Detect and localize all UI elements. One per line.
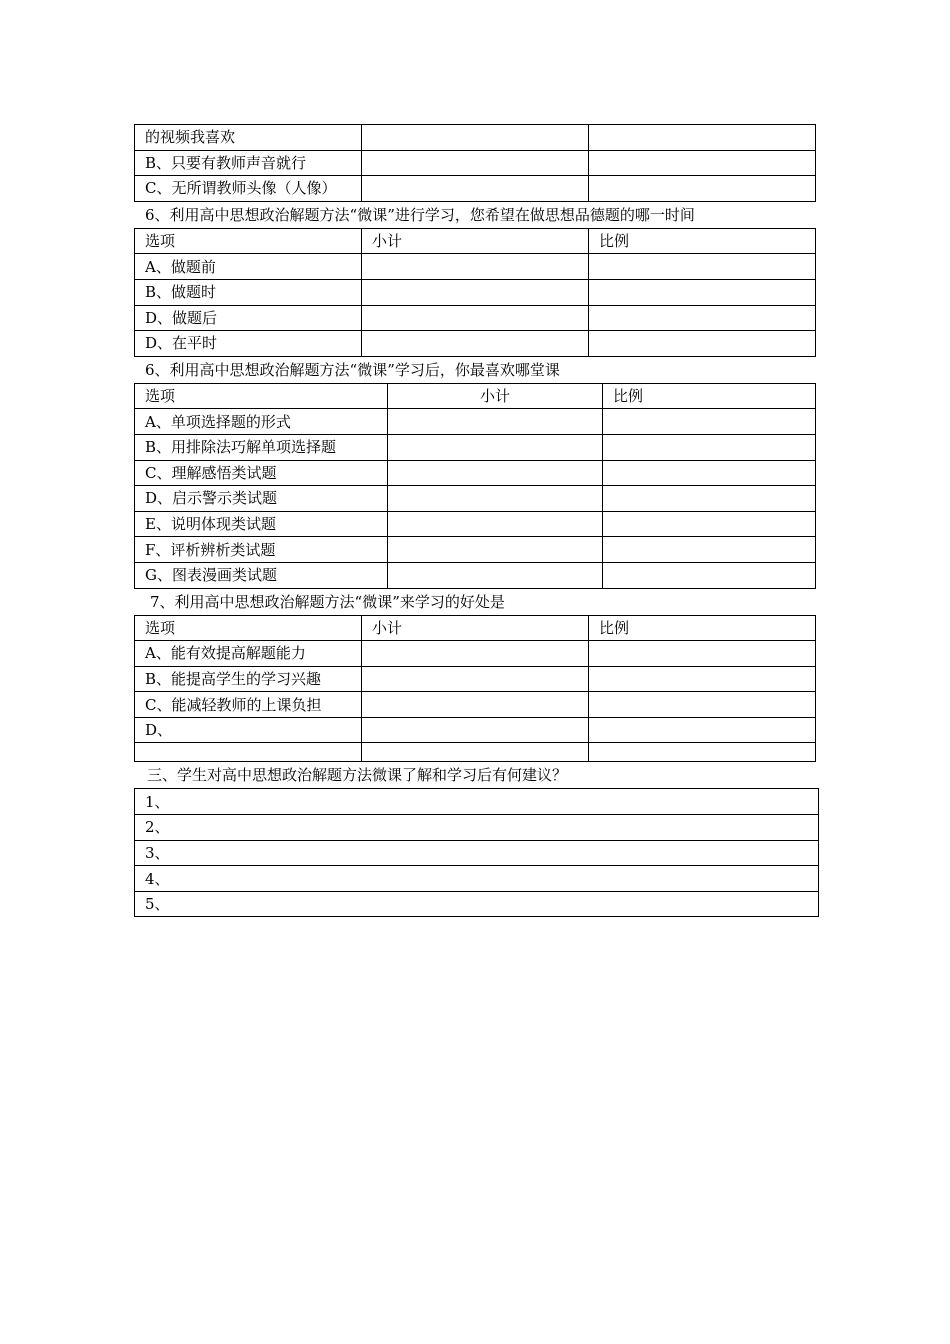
- table-q5-continued: [134, 124, 816, 202]
- table-row: [135, 537, 816, 563]
- count-cell: [362, 641, 589, 667]
- table-row: [135, 789, 819, 815]
- count-cell: [362, 743, 589, 762]
- ratio-cell: [589, 331, 816, 357]
- question-title: 7、利用高中思想政治解题方法“微课”来学习的好处是: [150, 592, 505, 611]
- count-cell: [362, 305, 589, 331]
- option-cell: C、能减轻教师的上课负担: [135, 692, 362, 718]
- ratio-cell: [603, 460, 816, 486]
- header-option: 选项: [135, 228, 362, 254]
- count-cell: [362, 150, 589, 176]
- table-q6-time: [134, 228, 816, 357]
- table-row: [135, 434, 816, 460]
- option-cell: E、说明体现类试题: [135, 511, 388, 537]
- ratio-cell: [603, 511, 816, 537]
- count-cell: [362, 125, 589, 151]
- count-cell: [388, 460, 603, 486]
- header-count: 小计: [362, 228, 589, 254]
- option-cell: A、单项选择题的形式: [135, 409, 388, 435]
- table-header-row: [135, 615, 816, 641]
- ratio-cell: [603, 409, 816, 435]
- count-cell: [388, 409, 603, 435]
- table-row: [135, 254, 816, 280]
- section-title: 三、学生对高中思想政治解题方法微课了解和学习后有何建议？: [147, 766, 568, 785]
- table-header-row: [135, 383, 816, 409]
- option-cell: B、只要有教师声音就行: [135, 150, 362, 176]
- count-cell: [362, 717, 589, 743]
- option-cell: 的视频我喜欢: [135, 125, 362, 151]
- count-cell: [362, 666, 589, 692]
- table-row: [135, 891, 819, 917]
- table-row: [135, 743, 816, 762]
- option-cell: D、在平时: [135, 331, 362, 357]
- table-row: [135, 331, 816, 357]
- ratio-cell: [589, 176, 816, 202]
- header-option: 选项: [135, 383, 388, 409]
- header-count: 小计: [362, 615, 589, 641]
- ratio-cell: [589, 279, 816, 305]
- table-header-row: [135, 228, 816, 254]
- ratio-cell: [603, 537, 816, 563]
- ratio-cell: [589, 692, 816, 718]
- header-option: 选项: [135, 615, 362, 641]
- suggestion-cell: 4、: [135, 866, 819, 892]
- table-row: [135, 305, 816, 331]
- header-ratio: 比例: [603, 383, 816, 409]
- option-cell: B、能提高学生的学习兴趣: [135, 666, 362, 692]
- table-row: [135, 460, 816, 486]
- count-cell: [362, 176, 589, 202]
- suggestion-cell: 3、: [135, 840, 819, 866]
- header-count: 小计: [388, 383, 603, 409]
- count-cell: [362, 692, 589, 718]
- count-cell: [362, 331, 589, 357]
- ratio-cell: [589, 254, 816, 280]
- table-row: [135, 562, 816, 588]
- table-row: [135, 150, 816, 176]
- option-cell: [135, 743, 362, 762]
- count-cell: [388, 537, 603, 563]
- table-row: [135, 641, 816, 667]
- header-ratio: 比例: [589, 228, 816, 254]
- table-row: [135, 717, 816, 743]
- option-cell: D、启示警示类试题: [135, 486, 388, 512]
- table-row: [135, 279, 816, 305]
- question-title: 6、利用高中思想政治解题方法“微课”进行学习，您希望在做思想品德题的哪一时间: [145, 205, 695, 224]
- table-row: [135, 176, 816, 202]
- ratio-cell: [589, 641, 816, 667]
- ratio-cell: [589, 743, 816, 762]
- count-cell: [388, 486, 603, 512]
- table-row: [135, 125, 816, 151]
- table-row: [135, 840, 819, 866]
- ratio-cell: [589, 150, 816, 176]
- survey-page: [134, 124, 819, 917]
- table-row: [135, 866, 819, 892]
- ratio-cell: [589, 305, 816, 331]
- option-cell: A、做题前: [135, 254, 362, 280]
- count-cell: [388, 562, 603, 588]
- option-cell: B、做题时: [135, 279, 362, 305]
- option-cell: C、无所谓教师头像（人像）: [135, 176, 362, 202]
- option-cell: B、用排除法巧解单项选择题: [135, 434, 388, 460]
- ratio-cell: [603, 434, 816, 460]
- question-title: 6、利用高中思想政治解题方法“微课”学习后，你最喜欢哪堂课: [145, 360, 560, 379]
- table-suggestions: [134, 788, 819, 917]
- option-cell: D、: [135, 717, 362, 743]
- ratio-cell: [589, 666, 816, 692]
- count-cell: [362, 254, 589, 280]
- count-cell: [388, 434, 603, 460]
- table-q6-lesson: [134, 383, 816, 589]
- table-row: [135, 511, 816, 537]
- count-cell: [388, 511, 603, 537]
- suggestion-cell: 5、: [135, 891, 819, 917]
- option-cell: A、能有效提高解题能力: [135, 641, 362, 667]
- table-q7-benefits: [134, 615, 816, 763]
- table-row: [135, 692, 816, 718]
- suggestion-cell: 2、: [135, 815, 819, 841]
- ratio-cell: [603, 562, 816, 588]
- header-ratio: 比例: [589, 615, 816, 641]
- ratio-cell: [603, 486, 816, 512]
- option-cell: C、理解感悟类试题: [135, 460, 388, 486]
- count-cell: [362, 279, 589, 305]
- suggestion-cell: 1、: [135, 789, 819, 815]
- ratio-cell: [589, 717, 816, 743]
- table-row: [135, 666, 816, 692]
- table-row: [135, 409, 816, 435]
- option-cell: G、图表漫画类试题: [135, 562, 388, 588]
- option-cell: F、评析辨析类试题: [135, 537, 388, 563]
- table-row: [135, 815, 819, 841]
- option-cell: D、做题后: [135, 305, 362, 331]
- table-row: [135, 486, 816, 512]
- ratio-cell: [589, 125, 816, 151]
